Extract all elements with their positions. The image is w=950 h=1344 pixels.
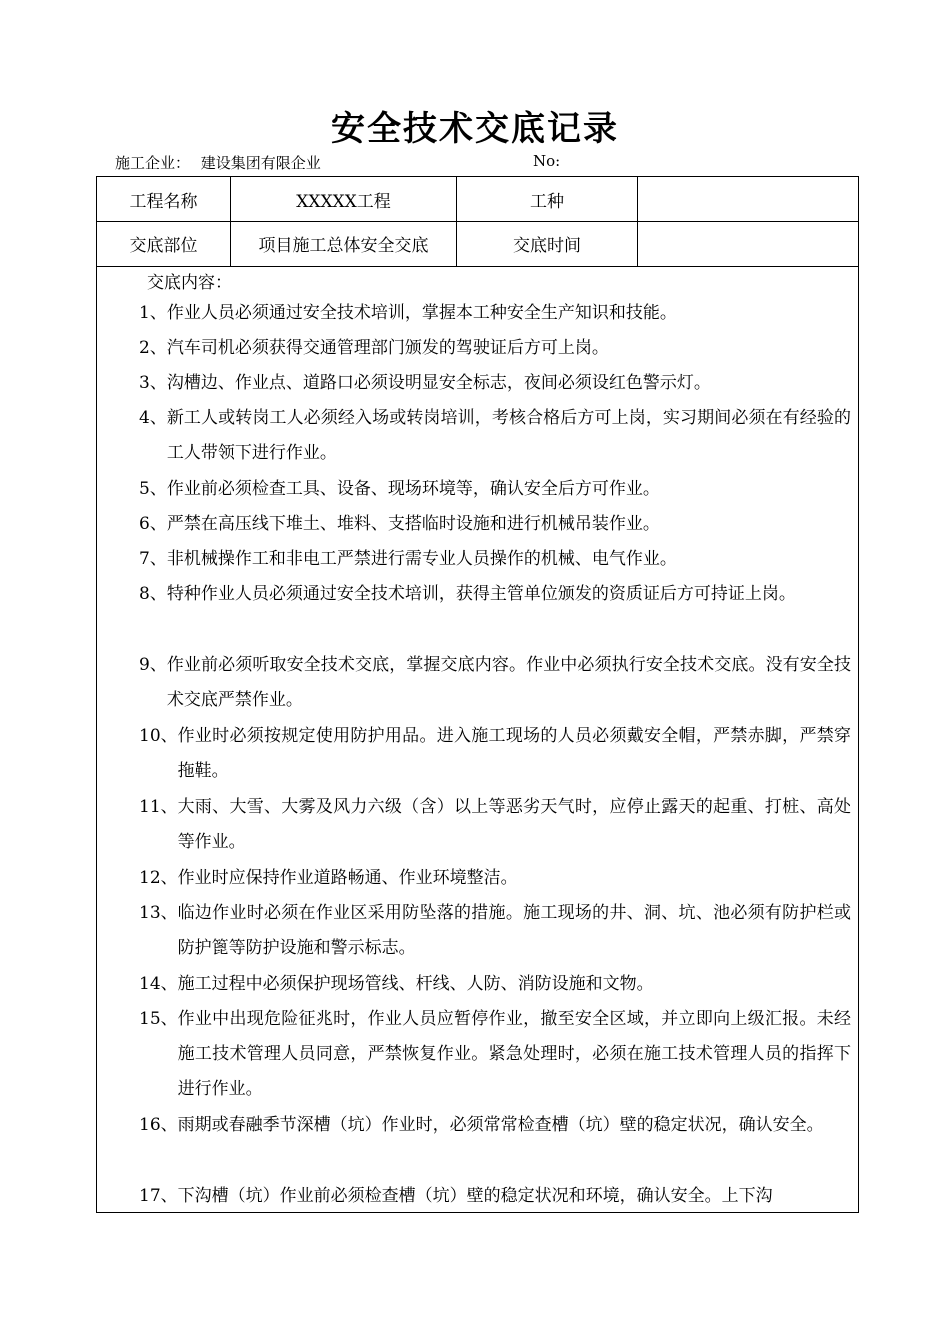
- trade-value: [638, 177, 858, 221]
- company-label: 施工企业：: [115, 154, 191, 172]
- list-item: 6、 严禁在高压线下堆土、堆料、支搭临时设施和进行机械吊装作业。: [139, 514, 660, 534]
- record-sheet: [96, 176, 859, 1213]
- table-row-part: [97, 221, 858, 267]
- list-item: 1、 作业人员必须通过安全技术培训，掌握本工种安全生产知识和技能。: [139, 303, 677, 323]
- time-value: [638, 221, 858, 266]
- record-number-label: No:: [533, 152, 561, 170]
- time-label: 交底时间: [457, 221, 638, 266]
- list-item: 14、 施工过程中必须保护现场管线、杆线、人防、消防设施和文物。: [139, 974, 654, 994]
- list-item: 17、 下沟槽（坑）作业前必须检查槽（坑）壁的稳定状况和环境，确认安全。上下沟: [139, 1186, 773, 1206]
- company-line: [115, 152, 321, 173]
- list-item: 15、 作业中出现危险征兆时，作业人员应暂停作业，撤至安全区域，并立即向上级汇报。未经施工技术管理人员同意，严禁恢复作业。紧急处理时，必须在施工技术管理人员的指挥下进行作业。: [139, 1009, 851, 1099]
- list-item: 8、 特种作业人员必须通过安全技术培训，获得主管单位颁发的资质证后方可持证上岗。: [139, 584, 796, 604]
- list-item: 2、 汽车司机必须获得交通管理部门颁发的驾驶证后方可上岗。: [139, 338, 609, 358]
- project-name-value: XXXXX工程: [231, 177, 457, 221]
- list-item: 11、 大雨、大雪、大雾及风力六级（含）以上等恶劣天气时，应停止露天的起重、打桩、高处等作业。: [139, 797, 851, 852]
- table-row-project: [97, 177, 858, 222]
- company-name: 建设集团有限企业: [200, 154, 321, 172]
- list-item: 3、 沟槽边、作业点、道路口必须设明显安全标志，夜间必须设红色警示灯。: [139, 373, 711, 393]
- list-item: 5、 作业前必须检查工具、设备、现场环境等，确认安全后方可作业。: [139, 479, 660, 499]
- part-label: 交底部位: [97, 221, 231, 266]
- list-item: 7、 非机械操作工和非电工严禁进行需专业人员操作的机械、电气作业。: [139, 549, 677, 569]
- trade-label: 工种: [457, 177, 638, 221]
- list-item: 4、 新工人或转岗工人必须经入场或转岗培训，考核合格后方可上岗，实习期间必须在有经验的工人带领下进行作业。: [139, 408, 851, 463]
- list-item: 9、 作业前必须听取安全技术交底，掌握交底内容。作业中必须执行安全技术交底。没有安全技术交底严禁作业。: [139, 655, 851, 710]
- list-item: 13、 临边作业时必须在作业区采用防坠落的措施。施工现场的井、洞、坑、池必须有防护栏或防护篦等防护设施和警示标志。: [139, 903, 851, 958]
- page-title: 安全技术交底记录: [331, 109, 619, 149]
- list-item: 10、 作业时必须按规定使用防护用品。进入施工现场的人员必须戴安全帽，严禁赤脚，严禁穿拖鞋。: [139, 726, 851, 781]
- list-item: 12、 作业时应保持作业道路畅通、作业环境整洁。: [139, 868, 518, 888]
- content-heading: 交底内容：: [147, 273, 232, 293]
- list-item: 16、 雨期或春融季节深槽（坑）作业时，必须常常检查槽（坑）壁的稳定状况，确认安全。: [139, 1115, 824, 1135]
- project-name-label: 工程名称: [97, 177, 231, 221]
- part-value: 项目施工总体安全交底: [231, 221, 457, 266]
